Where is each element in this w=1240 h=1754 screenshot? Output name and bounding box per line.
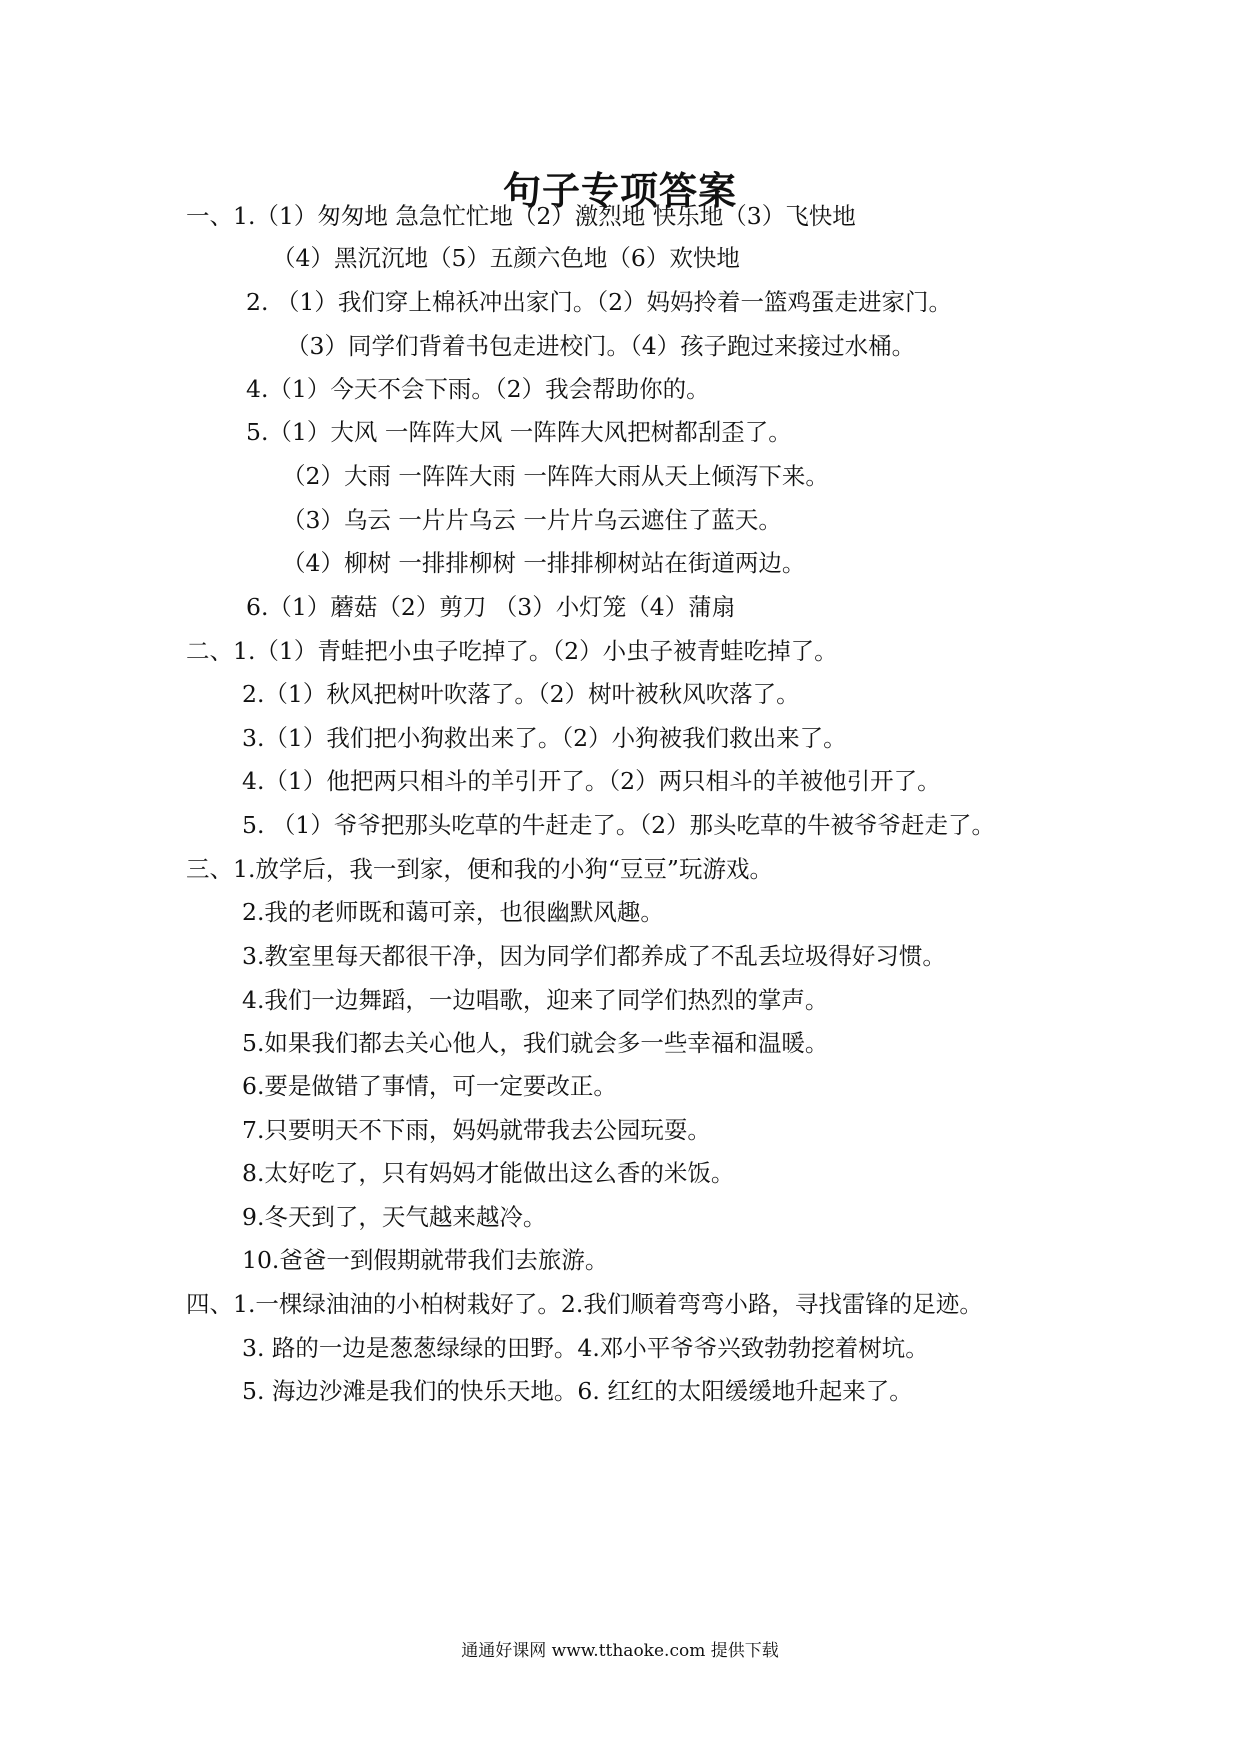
s2-line-1: 二、1.（1）青蛙把小虫子吃掉了。（2）小虫子被青蛙吃掉了。	[186, 637, 838, 665]
s1-line-8: （3）乌云 一片片乌云 一片片乌云遮住了蓝天。	[282, 506, 782, 534]
s3-line-7: 7.只要明天不下雨，妈妈就带我去公园玩耍。	[242, 1116, 711, 1144]
s4-line-1: 四、1.一棵绿油油的小柏树栽好了。2.我们顺着弯弯小路，寻找雷锋的足迹。	[186, 1290, 983, 1318]
s2-line-5: 5. （1）爷爷把那头吃草的牛赶走了。（2）那头吃草的牛被爷爷赶走了。	[242, 811, 996, 839]
s4-line-2: 3. 路的一边是葱葱绿绿的田野。4.邓小平爷爷兴致勃勃挖着树坑。	[242, 1334, 929, 1362]
s1-line-7: （2）大雨 一阵阵大雨 一阵阵大雨从天上倾泻下来。	[282, 462, 829, 490]
s3-line-9: 9.冬天到了，天气越来越冷。	[242, 1203, 547, 1231]
s3-line-6: 6.要是做错了事情，可一定要改正。	[242, 1072, 617, 1100]
s1-line-2: （4）黑沉沉地（5）五颜六色地（6）欢快地	[272, 244, 740, 272]
s1-line-6: 5.（1）大风 一阵阵大风 一阵阵大风把树都刮歪了。	[246, 418, 792, 446]
s2-line-4: 4.（1）他把两只相斗的羊引开了。（2）两只相斗的羊被他引开了。	[242, 767, 941, 795]
s3-line-3: 3.教室里每天都很干净，因为同学们都养成了不乱丢垃圾得好习惯。	[242, 942, 946, 970]
s4-line-3: 5. 海边沙滩是我们的快乐天地。6. 红红的太阳缓缓地升起来了。	[242, 1377, 913, 1405]
s3-line-8: 8.太好吃了，只有妈妈才能做出这么香的米饭。	[242, 1159, 735, 1187]
s3-line-10: 10.爸爸一到假期就带我们去旅游。	[242, 1246, 609, 1274]
s3-line-2: 2.我的老师既和蔼可亲，也很幽默风趣。	[242, 898, 664, 926]
footer-credit: 通通好课网 www.tthaoke.com 提供下载	[461, 1641, 779, 1661]
s3-line-4: 4.我们一边舞蹈，一边唱歌，迎来了同学们热烈的掌声。	[242, 986, 829, 1014]
s1-line-9: （4）柳树 一排排柳树 一排排柳树站在街道两边。	[282, 549, 806, 577]
s1-line-10: 6.（1）蘑菇（2）剪刀 （3）小灯笼（4）蒲扇	[246, 593, 736, 621]
page-title: 句子专项答案	[502, 169, 737, 213]
s1-line-3: 2. （1）我们穿上棉袄冲出家门。（2）妈妈拎着一篮鸡蛋走进家门。	[246, 288, 953, 316]
s1-line-5: 4.（1）今天不会下雨。（2）我会帮助你的。	[246, 375, 710, 403]
s2-line-3: 3.（1）我们把小狗救出来了。（2）小狗被我们救出来了。	[242, 724, 847, 752]
s3-line-5: 5.如果我们都去关心他人，我们就会多一些幸福和温暖。	[242, 1029, 829, 1057]
s1-line-4: （3）同学们背着书包走进校门。（4）孩子跑过来接过水桶。	[286, 332, 916, 360]
s1-line-1: 一、1.（1）匆匆地 急急忙忙地（2）激烈地 快乐地（3）飞快地	[186, 202, 856, 230]
s3-line-1: 三、1.放学后，我一到家，便和我的小狗“豆豆”玩游戏。	[186, 855, 773, 883]
s2-line-2: 2.（1）秋风把树叶吹落了。（2）树叶被秋风吹落了。	[242, 680, 800, 708]
